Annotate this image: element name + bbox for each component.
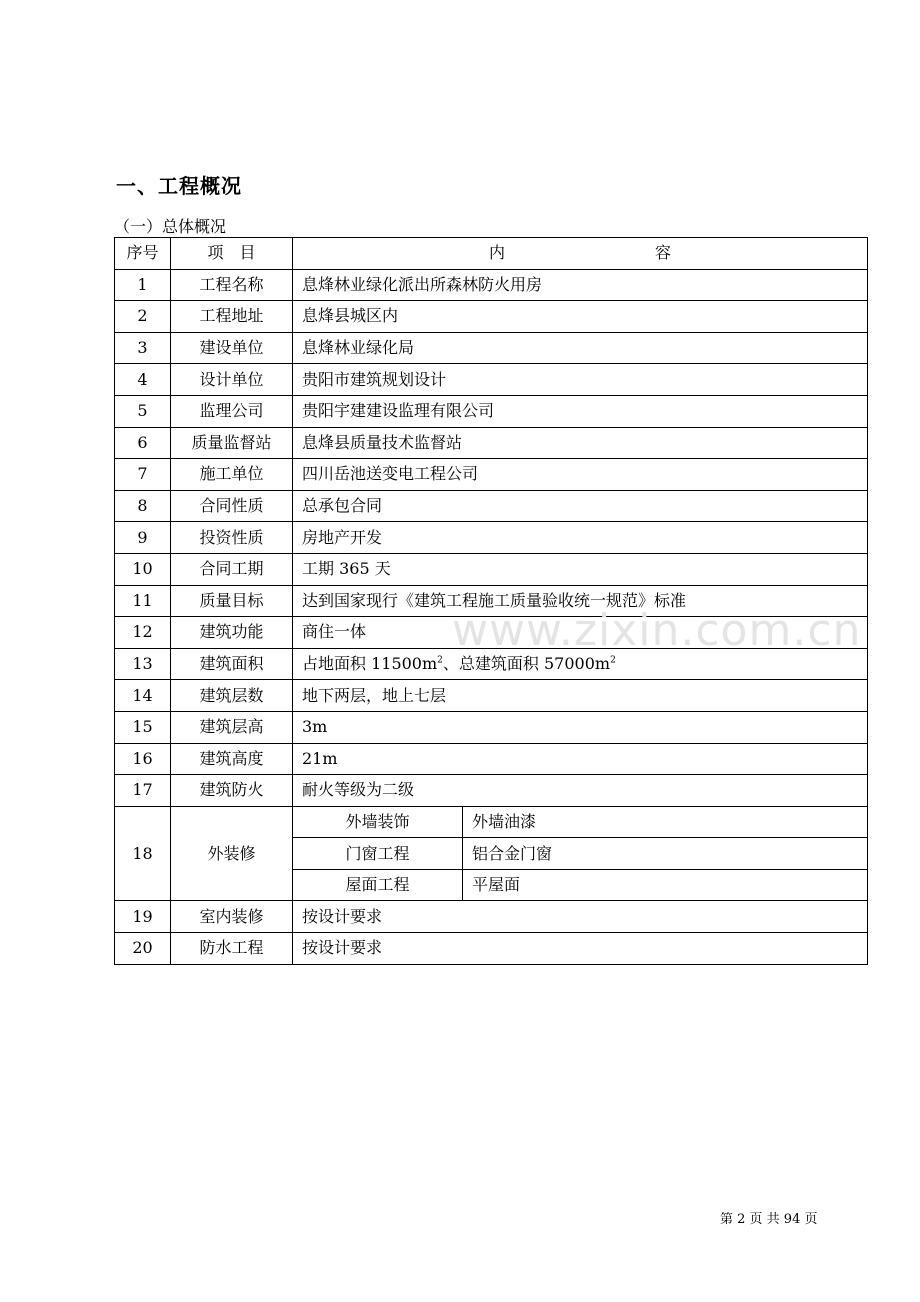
row-content: 3m	[293, 711, 868, 743]
row-no: 11	[115, 585, 171, 617]
row-item: 合同性质	[171, 490, 293, 522]
row-content: 达到国家现行《建筑工程施工质量验收统一规范》标准	[293, 585, 868, 617]
row-no: 20	[115, 933, 171, 965]
row-content: 总承包合同	[293, 490, 868, 522]
row-content	[293, 648, 868, 680]
row-no: 14	[115, 680, 171, 712]
row-no: 4	[115, 364, 171, 396]
row-item: 设计单位	[171, 364, 293, 396]
row-item: 外装修	[171, 806, 293, 901]
overview-table	[114, 237, 868, 965]
row-no: 8	[115, 490, 171, 522]
row-content: 息烽林业绿化局	[293, 332, 868, 364]
table-row	[115, 301, 868, 333]
row-item: 建筑功能	[171, 617, 293, 649]
row-item: 防水工程	[171, 933, 293, 965]
row-no: 15	[115, 711, 171, 743]
row-content: 贵阳市建筑规划设计	[293, 364, 868, 396]
row-content: 息烽林业绿化派出所森林防火用房	[293, 269, 868, 301]
table-row	[115, 395, 868, 427]
sub-item-name: 屋面工程	[293, 869, 463, 901]
section-heading: 一、工程概况	[116, 174, 242, 198]
row-content: 耐火等级为二级	[293, 775, 868, 807]
table-row	[115, 648, 868, 680]
table-row	[115, 490, 868, 522]
row-content: 按设计要求	[293, 933, 868, 965]
sub-item-value: 外墙油漆	[463, 806, 868, 838]
row-item: 建筑层高	[171, 711, 293, 743]
row-no: 1	[115, 269, 171, 301]
row-no: 12	[115, 617, 171, 649]
row-no: 18	[115, 806, 171, 901]
table-row	[115, 617, 868, 649]
sub-item-name: 外墙装饰	[293, 806, 463, 838]
table-row	[115, 522, 868, 554]
sub-item-name: 门窗工程	[293, 838, 463, 870]
row-item: 施工单位	[171, 459, 293, 491]
table-row	[115, 332, 868, 364]
table-row	[115, 364, 868, 396]
header-content-a: 内	[488, 243, 505, 263]
row-no: 19	[115, 901, 171, 933]
row-item: 质量监督站	[171, 427, 293, 459]
subsection-heading: （一）总体概况	[114, 217, 227, 236]
table-row	[115, 711, 868, 743]
sub-item-value: 平屋面	[463, 869, 868, 901]
table-header-row	[115, 238, 868, 270]
row-content: 按设计要求	[293, 901, 868, 933]
row-no: 5	[115, 395, 171, 427]
row-no: 16	[115, 743, 171, 775]
row-content: 商住一体	[293, 617, 868, 649]
table-row	[115, 585, 868, 617]
table-row	[115, 269, 868, 301]
row-item: 室内装修	[171, 901, 293, 933]
row-content: 贵阳宇建建设监理有限公司	[293, 395, 868, 427]
table-row	[115, 743, 868, 775]
row-content: 四川岳池送变电工程公司	[293, 459, 868, 491]
table-row	[115, 459, 868, 491]
row-item: 工程地址	[171, 301, 293, 333]
table-row	[115, 427, 868, 459]
row-item: 合同工期	[171, 553, 293, 585]
row-item: 质量目标	[171, 585, 293, 617]
row-item: 建筑层数	[171, 680, 293, 712]
row-no: 7	[115, 459, 171, 491]
header-content-b: 容	[655, 243, 672, 263]
table-row	[115, 933, 868, 965]
row-item: 工程名称	[171, 269, 293, 301]
total-area-unit-sup: 2	[610, 655, 616, 666]
header-content	[293, 238, 868, 270]
table-row	[115, 901, 868, 933]
row-no: 9	[115, 522, 171, 554]
total-area: 、总建筑面积 57000m	[442, 654, 611, 674]
row-no: 6	[115, 427, 171, 459]
row-item: 建筑防火	[171, 775, 293, 807]
row-no: 17	[115, 775, 171, 807]
page-footer: 第 2 页 共 94 页	[720, 1212, 818, 1227]
row-content: 21m	[293, 743, 868, 775]
sub-item-value: 铝合金门窗	[463, 838, 868, 870]
table-row	[115, 680, 868, 712]
row-no: 2	[115, 301, 171, 333]
row-no: 13	[115, 648, 171, 680]
row-content: 息烽县城区内	[293, 301, 868, 333]
header-item: 项 目	[171, 238, 293, 270]
row-item: 建筑面积	[171, 648, 293, 680]
table-row	[115, 806, 868, 838]
row-item: 监理公司	[171, 395, 293, 427]
row-no: 3	[115, 332, 171, 364]
row-content: 工期 365 天	[293, 553, 868, 585]
row-content: 房地产开发	[293, 522, 868, 554]
watermark: www.zixin.com.cn	[452, 605, 862, 656]
land-area-unit-sup: 2	[437, 655, 443, 666]
row-content: 息烽县质量技术监督站	[293, 427, 868, 459]
land-area: 占地面积 11500m	[302, 654, 438, 674]
row-item: 建设单位	[171, 332, 293, 364]
table-row	[115, 775, 868, 807]
row-no: 10	[115, 553, 171, 585]
header-no: 序号	[115, 238, 171, 270]
row-item: 投资性质	[171, 522, 293, 554]
row-content: 地下两层，地上七层	[293, 680, 868, 712]
table-row	[115, 553, 868, 585]
row-item: 建筑高度	[171, 743, 293, 775]
